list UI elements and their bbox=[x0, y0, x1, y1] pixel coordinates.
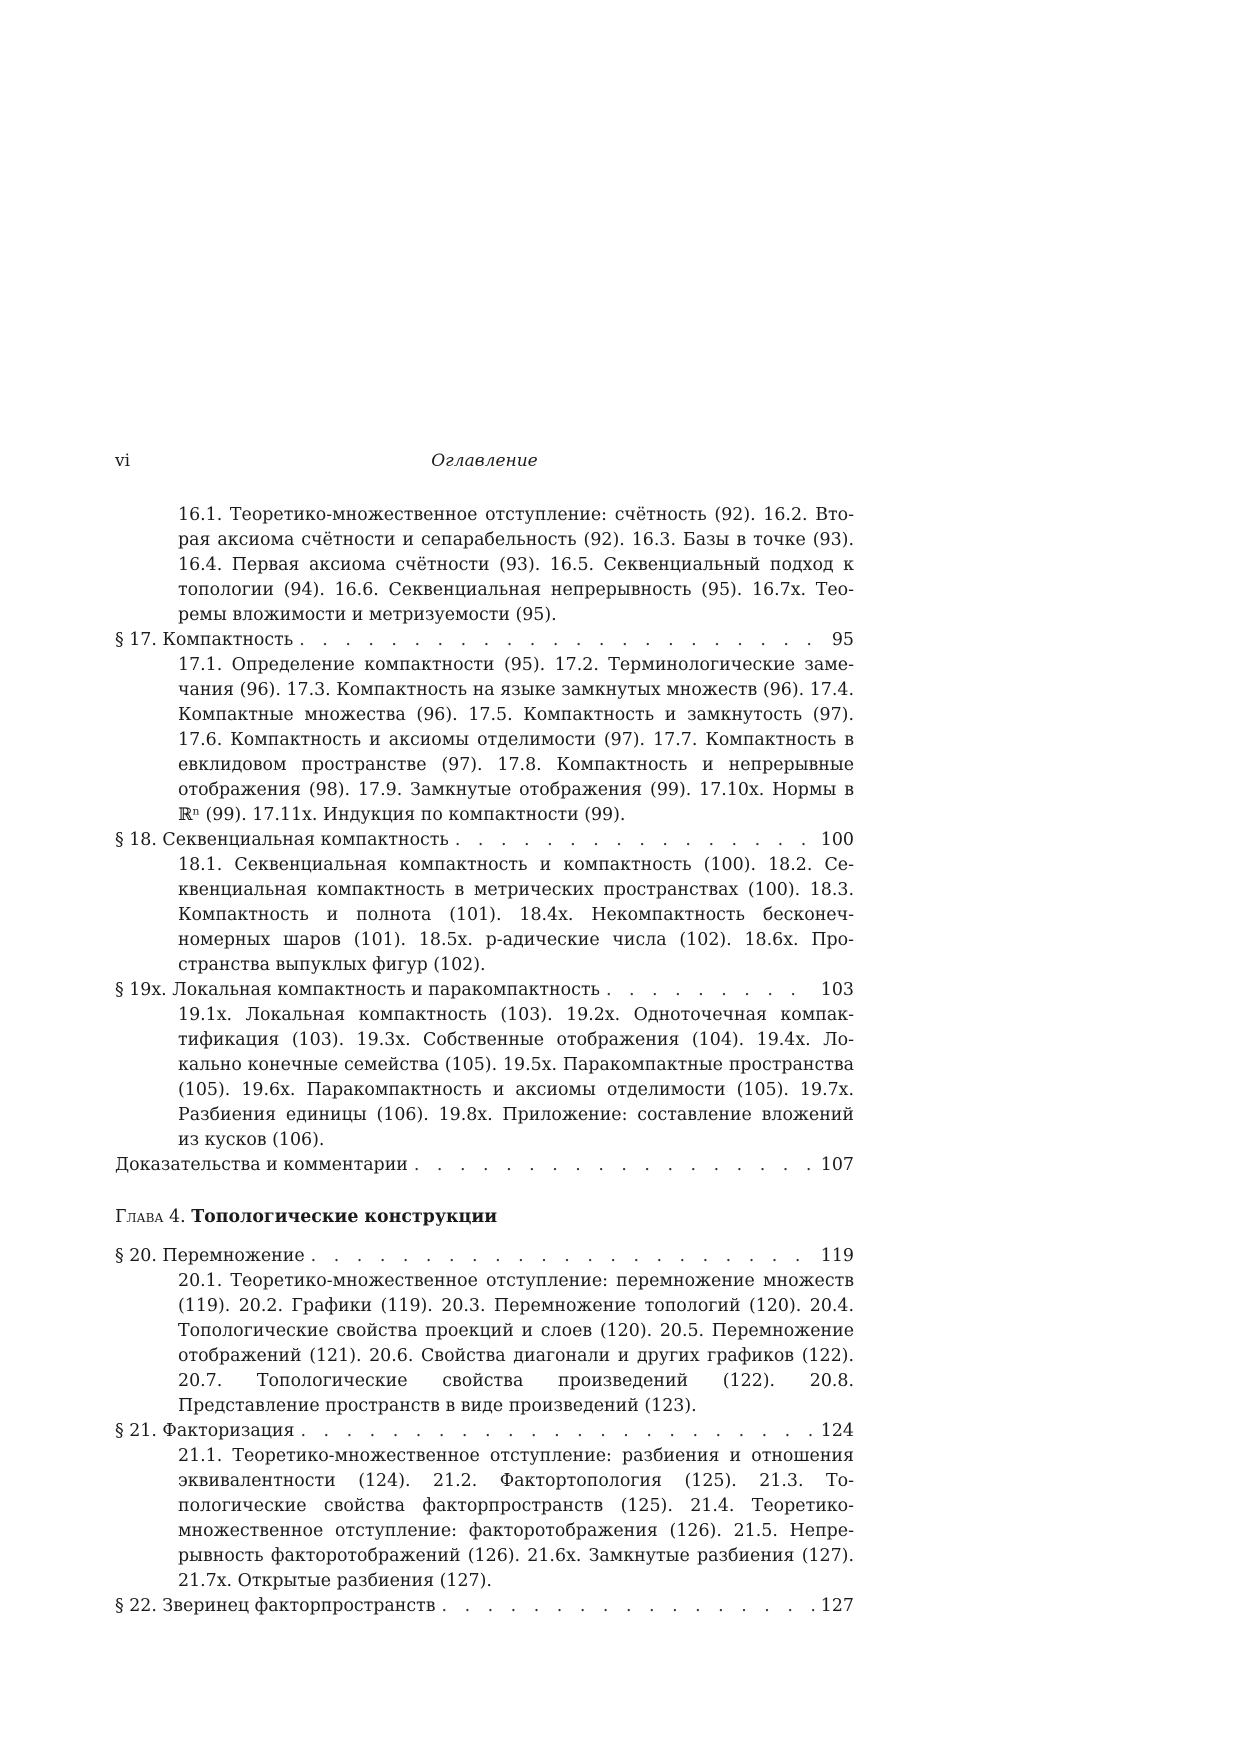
toc-entry-label: § 17. Компактность bbox=[115, 630, 294, 650]
chapter-prefix: Глава 4. bbox=[115, 1207, 186, 1227]
toc-entry-proofs[interactable] bbox=[115, 1153, 854, 1178]
dot-leader bbox=[455, 828, 815, 853]
dot-leader bbox=[442, 1594, 815, 1619]
toc-entry-section-22[interactable] bbox=[115, 1594, 854, 1619]
toc-entry-label: § 18. Секвенциальная компактность bbox=[115, 830, 449, 850]
toc-entry-section-17[interactable] bbox=[115, 628, 854, 653]
toc-entry-label: Доказательства и комментарии bbox=[115, 1155, 408, 1175]
dot-leader bbox=[299, 628, 826, 653]
dot-leader bbox=[414, 1153, 815, 1178]
toc-entry-page: 103 bbox=[820, 980, 854, 1000]
toc-entry-page: 95 bbox=[831, 630, 854, 650]
dot-leader bbox=[301, 1419, 815, 1444]
dot-leader bbox=[606, 978, 815, 1003]
toc-subsections-18: 18.1. Секвенциальная компактность и компактность (100). 18.2. Секвенциальная компактность в метрических пространствах (100). 18.3. Компактность и полнота (101). 18.4x. Некомпактность бесконечномерных шаров (101). 18.5x. p-адические числа (102). 18.6x. Пространства выпуклых фигур (102). bbox=[178, 855, 854, 975]
toc-entry-section-21[interactable] bbox=[115, 1419, 854, 1444]
running-head bbox=[115, 451, 854, 475]
toc-entry-page: 124 bbox=[820, 1421, 854, 1441]
toc-entry-page: 127 bbox=[820, 1596, 854, 1616]
toc-entry-label: § 21. Факторизация bbox=[115, 1421, 295, 1441]
toc-subsections-17: 17.1. Определение компактности (95). 17.2. Терминологические замечания (96). 17.3. Компактность на языке замкнутых множеств (96). 17.4. Компактные множества (96). 17.5. Компактность и замкнутость (97). 17.6. Компактность и аксиомы отделимости (97). 17.7. Компактность в евклидовом пространстве (97). 17.8. Компактность и непрерывные отображения (98). 17.9. Замкнутые отображения (99). 17.10x. Нормы в ℝⁿ (99). 17.11x. Индукция по компактности (99). bbox=[178, 655, 854, 825]
dot-leader bbox=[311, 1244, 815, 1269]
toc-entry-label: § 20. Перемножение bbox=[115, 1246, 305, 1266]
toc-subsections-19: 19.1x. Локальная компактность (103). 19.2x. Одноточечная компактификация (103). 19.3x. Собственные отображения (104). 19.4x. Локально конечные семейства (105). 19.5x. Паракомпактные пространства (105). 19.6x. Паракомпактность и аксиомы отделимости (105). 19.7x. Разбиения единицы (106). 19.8x. Приложение: составление вложений из кусков (106). bbox=[178, 1005, 854, 1150]
running-head-title: Оглавление bbox=[431, 451, 538, 471]
toc-subsections-16: 16.1. Теоретико-множественное отступление: счётность (92). 16.2. Вторая аксиома счётности и сепарабельность (92). 16.3. Базы в точке (93). 16.4. Первая аксиома счётности (93). 16.5. Секвенциальный подход к топологии (94). 16.6. Секвенциальная непрерывность (95). 16.7x. Теоремы вложимости и метризуемости (95). bbox=[178, 505, 854, 625]
toc-entry-label: § 22. Зверинец факторпространств bbox=[115, 1596, 436, 1616]
table-of-contents bbox=[115, 503, 854, 1619]
toc-entry-label: § 19x. Локальная компактность и паракомпактность bbox=[115, 980, 600, 1000]
chapter-heading[interactable] bbox=[115, 1205, 854, 1230]
toc-subsections-21: 21.1. Теоретико-множественное отступление: разбиения и отношения эквивалентности (124). 21.2. Фактортопология (125). 21.3. Топологические свойства факторпространств (125). 21.4. Теоретико-множественное отступление: факторотображения (126). 21.5. Непрерывность факторотображений (126). 21.6x. Замкнутые разбиения (127). 21.7x. Открытые разбиения (127). bbox=[178, 1446, 854, 1591]
toc-entry-page: 107 bbox=[820, 1155, 854, 1175]
toc-entry-section-20[interactable] bbox=[115, 1244, 854, 1269]
chapter-title: Топологические конструкции bbox=[191, 1207, 498, 1227]
toc-subsections-20: 20.1. Теоретико-множественное отступление: перемножение множеств (119). 20.2. Графики (119). 20.3. Перемножение топологий (120). 20.4. Топологические свойства проекций и слоев (120). 20.5. Перемножение отображений (121). 20.6. Свойства диагонали и других графиков (122). 20.7. Топологические свойства произведений (122). 20.8. Представление пространств в виде произведений (123). bbox=[178, 1271, 854, 1416]
toc-entry-section-18[interactable] bbox=[115, 828, 854, 853]
toc-entry-page: 100 bbox=[820, 830, 854, 850]
toc-entry-section-19[interactable] bbox=[115, 978, 854, 1003]
toc-entry-page: 119 bbox=[820, 1246, 854, 1266]
page-number: vi bbox=[115, 451, 131, 471]
